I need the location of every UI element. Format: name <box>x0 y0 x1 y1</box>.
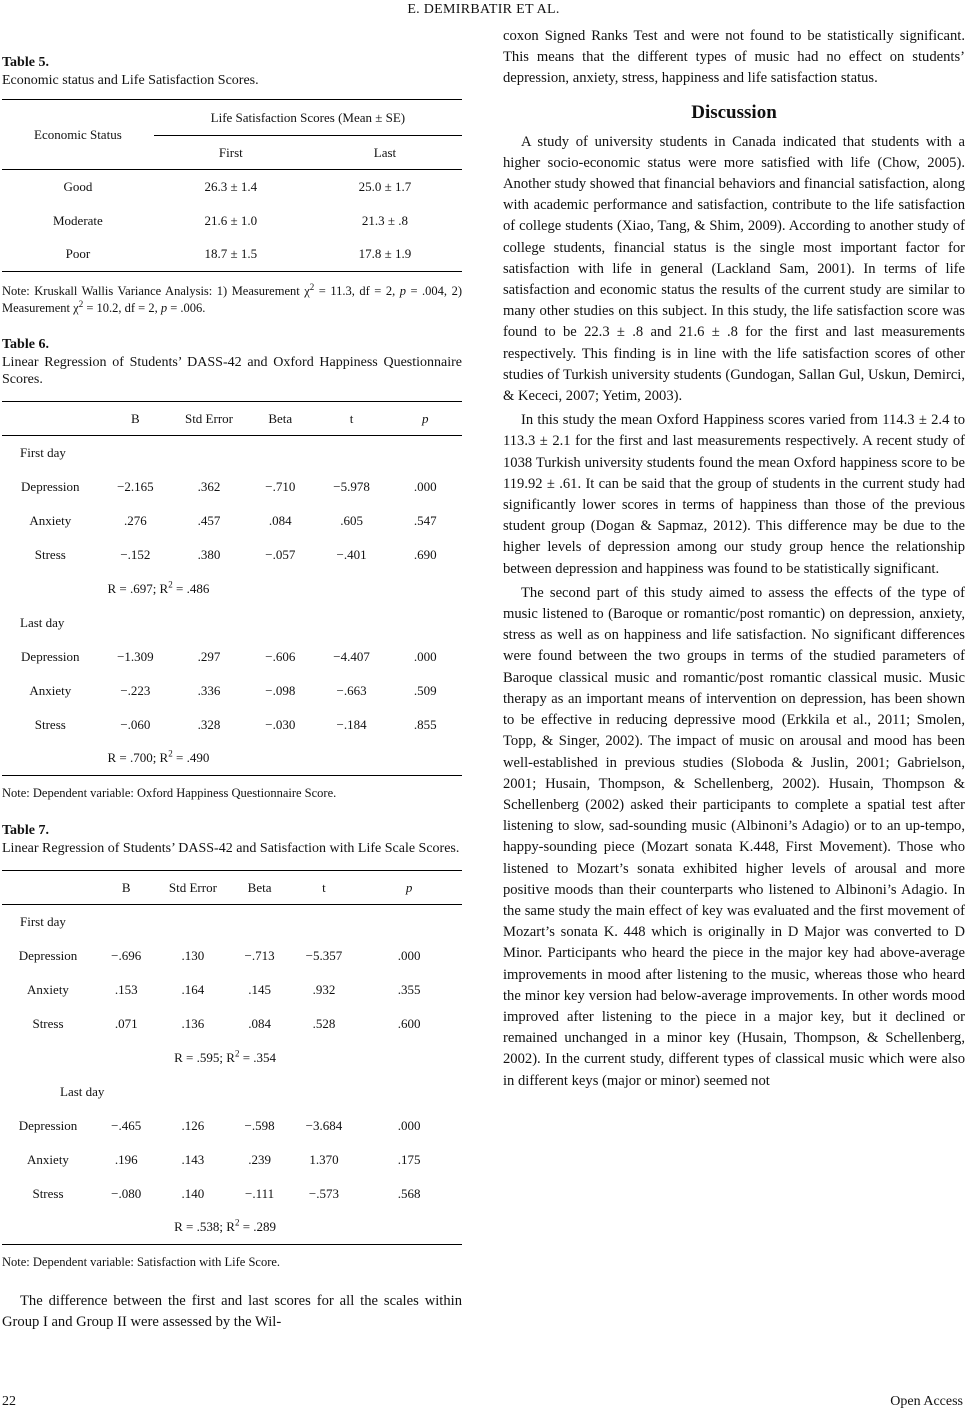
table-row: Anxiety −.223 .336 −.098 −.663 .509 <box>29 682 437 698</box>
table-cell: 21.3 ± .8 <box>361 212 409 228</box>
table-5-row-header: Economic Status <box>2 100 154 170</box>
table-row <box>2 170 462 204</box>
body-paragraph-continued: coxon Signed Ranks Test and were not found to be statistically significant. This means that the different types of music had no effect on students’ depression, anxiety, stress, happiness and life satisfaction status. <box>503 28 965 87</box>
table-6-note: Note: Dependent variable: Oxford Happiness Questionnaire Score. <box>2 786 337 800</box>
table-6-header-b: B <box>99 402 173 436</box>
table-cell: 25.0 ± 1.7 <box>358 178 412 194</box>
table-5-grid <box>2 99 462 272</box>
table-6-header-p: p <box>388 402 462 436</box>
body-paragraph: In this study the mean Oxford Happiness scores varied from 114.3 ± 2.4 to 113.3 ± 2.1 for the first and last measurements respectively. A recent study of 1038 Turkish university students found the mean Oxford happiness score to be 119.92 ± .61. It can be said that the group of students in the current study had significantly lower scores in terms of happiness than those of the previous student group (Dogan & Sapmaz, 2012). This difference may be due to the higher levels of depression among our study group hence the relationship between depression and happiness was found to be statistically significant. <box>503 412 965 577</box>
table-cell: 21.6 ± 1.0 <box>204 212 258 228</box>
table-7-header-se: Std Error <box>158 871 227 905</box>
table-row: Stress −.152 .380 −.057 −.401 .690 <box>34 546 437 562</box>
table-5-col-first: First <box>154 136 308 170</box>
table-row: Depression −2.165 .362 −.710 −5.978 .000 <box>21 478 437 494</box>
table-cell: Good <box>63 178 93 194</box>
table-cell: 18.7 ± 1.5 <box>154 238 308 272</box>
table-7-header-b: B <box>94 871 158 905</box>
table-5-note: Note: Kruskall Wallis Variance Analysis: 1) Measurement $\chi^2 = 11.3$, df = 2, p = .004, 2) Measurement $\chi^2 = 10.2$, df = 2, p = .006. <box>2 281 462 315</box>
section-heading-discussion: Discussion <box>691 101 777 123</box>
table-row <box>2 238 462 272</box>
table-7 <box>2 822 462 1271</box>
left-column <box>2 54 462 1333</box>
table-7-last-r-row: R = .538; $R^2 = .289$ <box>2 1211 462 1245</box>
table-row: Anxiety .196 .143 .239 1.370 .175 <box>27 1151 421 1167</box>
left-body-paragraph: The difference between the first and last scores for all the scales within Group I and Group II were assessed by the Wil- <box>2 1293 462 1331</box>
table-row: Anxiety .153 .164 .145 .932 .355 <box>27 981 421 997</box>
table-6 <box>2 336 462 802</box>
body-paragraph: A study of university students in Canada indicated that students with a higher socio-economic status were more satisfied with life (Chow, 2005). Another study showed that financial behaviors and financial satisfaction, along with academic performance and satisfaction, contribute to the life satisfaction of college students (Xiao, Tang, & Shim, 2009). According to another study of college students, financial status is the single most important factor for satisfaction with life in general (Lackland Sam, 2001). In terms of life satisfaction and economic status the results of the current study are similar to many other studies on this subject. In this study, the life satisfaction score was found to be 22.3 ± .8 and 21.6 ± .8 for the first and last measurements respectively. This finding is in line with the life satisfaction scores of other studies of Turkish university students (Gundogan, Sallan Gul, Uskun, Demirci, & Kececi, 2007; Yetim, 2003). <box>503 133 965 405</box>
running-header: E. DEMIRBATIR ET AL. <box>407 2 560 17</box>
table-7-header-beta: Beta <box>227 871 291 905</box>
table-6-title: Linear Regression of Students’ DASS-42 and Oxford Happiness Questionnaire Scores. <box>2 355 462 387</box>
table-6-first-r-row: R = .697; $R^2 = .486$ <box>107 579 210 596</box>
table-7-note: Note: Dependent variable: Satisfaction with Life Score. <box>2 1255 281 1269</box>
table-7-header-p: p <box>356 871 462 905</box>
table-7-last-day-label: Last day <box>60 1083 105 1099</box>
table-row: Depression −.465 .126 −.598 −3.684 .000 <box>18 1117 421 1133</box>
publisher-label: Open Access <box>890 1394 963 1409</box>
table-6-grid <box>2 401 462 776</box>
table-6-header-se: Std Error <box>172 402 246 436</box>
table-5-title: Economic status and Life Satisfaction Scores. <box>2 73 259 88</box>
table-6-last-day-label: Last day <box>20 614 65 630</box>
table-6-label: Table 6. <box>2 337 49 352</box>
table-7-label: Table 7. <box>2 823 49 838</box>
table-6-header-t: t <box>315 402 389 436</box>
table-cell: 17.8 ± 1.9 <box>308 238 462 272</box>
table-6-last-r-row: R = .700; $R^2 = .490$ <box>2 742 462 776</box>
table-row <box>2 204 462 238</box>
table-5 <box>2 54 462 317</box>
table-6-header-beta: Beta <box>246 402 315 436</box>
table-row: Depression −.696 .130 −.713 −5.357 .000 <box>18 947 421 963</box>
table-cell: 26.3 ± 1.4 <box>204 178 258 194</box>
table-7-title: Linear Regression of Students’ DASS-42 and Satisfaction with Life Scale Scores. <box>2 841 460 856</box>
table-row: Stress −.080 .140 −.111 −.573 .568 <box>32 1185 421 1201</box>
table-5-col-last: Last <box>308 136 462 170</box>
table-7-first-r-row: R = .595; $R^2 = .354$ <box>174 1048 277 1065</box>
table-7-first-day-label: First day <box>20 913 66 929</box>
table-row: Depression −1.309 .297 −.606 −4.407 .000 <box>21 648 437 664</box>
table-7-grid <box>2 870 462 1245</box>
body-paragraph: The second part of this study aimed to assess the effects of the type of music listened to (Baroque or romantic/post romantic) on depression, anxiety, stress as well as on happiness and life satisfaction. No significant differences were found between the two groups in terms of the studied parameters of Baroque classical music and romantic/post romantic classical music. Music therapy as an important means of intervention on depression, has been shown to be effective in reducing depressive mood (Erkkila et al., 2011; Smolen, Topp, & Singer, 2002). The impact of music on arousal and mood has been well-established in previous studies (Sloboda & Juslin, 2001; Gabrielson, 2001; Husain, Thompson, & Schellenberg, 2002). Husain, Thompson & Schellenberg (2002) asked their participants to complete a spatial test after listening to slow, sad-sounding music (Albinoni’s Adagio) or to an up-tempo, happy-sounding piece (Mozart sonata K.448, First Movement). Those who listened to Mozart’s sonata exhibited higher levels of arousal and more positive moods than their counterparts who listened to Albinoni’s Adagio. In the same study the main effect of key was evaluated and the first movement of Mozart’s sonata K. 448 which is originally in D Major was converted to D Minor. Participants who heard the piece in the major key had above-average improvements in mood after listening to the music, whereas those who heard the minor key version had below-average improvements. In other words mood improved after listening to the piece in a major key, but it declined or remained unchanged in a minor key (Husain, Thompson, & Schellenberg, 2002). In the current study, different types of classical music which were also in different keys (major or minor) seemed not <box>503 584 965 1089</box>
table-row: Stress −.060 .328 −.030 −.184 .855 <box>34 716 437 732</box>
table-row: Stress .071 .136 .084 .528 .600 <box>32 1015 421 1031</box>
table-cell: Poor <box>2 238 154 272</box>
table-6-first-day-label: First day <box>20 444 66 460</box>
table-5-group-header: Life Satisfaction Scores (Mean ± SE) <box>154 100 462 136</box>
right-column <box>503 26 965 1092</box>
table-7-header-t: t <box>292 871 356 905</box>
table-5-label: Table 5. <box>2 55 49 70</box>
table-row: Anxiety .276 .457 .084 .605 .547 <box>29 512 437 528</box>
table-cell: Moderate <box>52 212 103 228</box>
page-number: 22 <box>2 1394 16 1409</box>
